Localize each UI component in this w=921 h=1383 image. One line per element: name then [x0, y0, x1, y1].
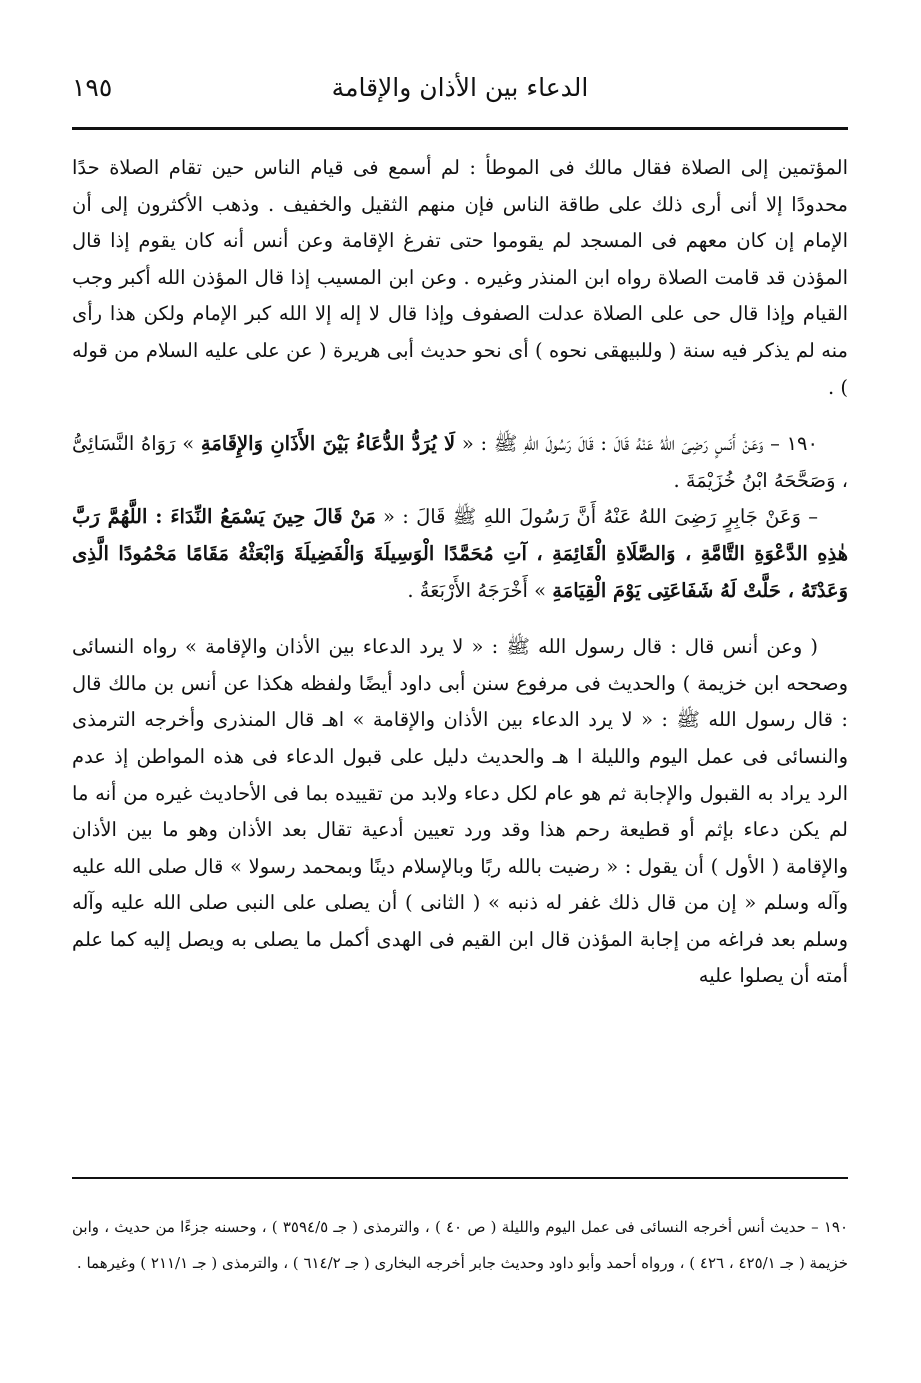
footnote-rule — [72, 1177, 848, 1179]
commentary-paragraph-2: ( وعن أنس قال : قال رسول الله ﷺ : « لا يرد الدعاء بين الأذان والإقامة » رواه النسائى وصححه ابن خزيمة ) والحديث فى مرفوع سنن أبى داود أيضًا ولفظه هكذا عن أنس بن مالك قال : قال رسول الله ﷺ : « لا يرد الدعاء بين الأذان والإقامة » اهـ قال المنذرى وأخرجه الترمذى والنسائى فى عمل اليوم والليلة ا هـ والحديث دليل على قبول الدعاء فى هذه المواطن إذ عدم الرد يراد به القبول والإجابة ثم هو عام لكل دعاء ولابد من تقييده بما فى الأحاديث غيره من أنه ما لم يكن دعاء بإثم أو قطيعة رحم هذا وقد ورد تعيين أدعية تقال بعد الأذان وهو ما بين الأذان والإقامة ( الأول ) أن يقول : « رضيت بالله ربًا وبالإسلام دينًا وبمحمد رسولا » قال صلى الله عليه وآله وسلم « إن من قال ذلك غفر له ذنبه » ( الثانى ) أن يصلى على النبى صلى الله عليه وآله وسلم بعد فراغه من إجابة المؤذن قال ابن القيم فى الهدى أكمل ما يصلى به ويصل إليه كما علم أمته أن يصلوا عليه — [72, 635, 848, 988]
hadith-190-source: » رَوَاهُ النَّسَائِىُّ ، وَصَحَّحَهُ ابْنُ خُزَيْمَةَ . — [72, 432, 848, 492]
page-number: ١٩٥ — [72, 73, 113, 102]
commentary-paragraph-1: المؤتمين إلى الصلاة فقال مالك فى الموطأ : لم أسمع فى قيام الناس حين تقام الصلاة حدًا محدودًا إلا أنى أرى ذلك على طاقة الناس فإن منهم الثقيل والخفيف . وذهب الأكثرون إلى أن الإمام إن كان معهم فى المسجد لم يقوموا حتى تفرغ الإقامة وعن أنس أنه كان يقوم إذا قال المؤذن قد قامت الصلاة رواه ابن المنذر وغيره . وعن ابن المسيب إذا قال المؤذن الله أكبر وجب القيام وإذا قال حى على الصلاة عدلت الصفوف وإذا قال لا إله إلا الله كبر الإمام ولكن هذا رأى منه لم يذكر فيه سنة ( وللبيهقى نحوه ) أى نحو حديث أبى هريرة ( عن على عليه السلام من قوله ) . — [72, 156, 848, 399]
footnote-190: ١٩٠ – حديث أنس أخرجه النسائى فى عمل اليوم والليلة ( ص ٤٠ ) ، والترمذى ( جـ ٣٥٩٤/٥ ) ، وحسنه جزءًا من حديث ، وابن خزيمة ( جـ ٤٢٥/١ ، ٤٢٦ ) ، ورواه أحمد وأبو داود وحديث جابر أخرجه البخارى ( جـ ٦١٤/٢ ) ، والترمذى ( جـ ٢١١/١ ) وغيرهما . — [72, 1218, 848, 1272]
hadith-190-text: لَا يُرَدُّ الدُّعَاءُ بَيْنَ الأَذَانِ وَالإِقَامَةِ — [200, 432, 456, 456]
hadith-190-intro: ١٩٠ – وَعَنْ أَنَسٍ رَضِىَ اللهُ عَنْهُ قَالَ : قَالَ رَسُولَ اللهِ ﷺ : « — [455, 432, 818, 456]
footnotes — [72, 1210, 848, 1281]
running-title: الدعاء بين الأذان والإقامة — [331, 73, 589, 102]
hadith-191-text: مَنْ قَالَ حِينَ يَسْمَعُ النِّدَاءَ : اللَّهُمَّ رَبَّ هٰذِهِ الدَّعْوَةِ التَّامَّةِ ، وَالصَّلَاةِ الْقَائِمَةِ ، آتِ مُحَمَّدًا الْوَسِيلَةَ وَالْفَضِيلَةَ وَابْعَثْهُ مَقَامًا مَحْمُودًا الَّذِى وَعَدْتَهُ ، حَلَّتْ لَهُ شَفَاعَتِى يَوْمَ الْقِيَامَةِ — [72, 505, 848, 602]
hadith-191-source: » أَخْرَجَهُ الأَرْبَعَةُ . — [407, 578, 553, 602]
spacer — [72, 609, 848, 629]
hadith-190 — [72, 426, 848, 499]
hadith-191-intro: – وَعَنْ جَابِرٍ رَضِىَ اللهُ عَنْهُ أَنَّ رَسُولَ اللهِ ﷺ قَالَ : « — [375, 505, 818, 529]
page-header — [72, 68, 848, 112]
spacer — [72, 406, 848, 426]
hadith-191 — [72, 499, 848, 609]
main-text — [72, 150, 848, 995]
header-rule — [72, 127, 848, 130]
